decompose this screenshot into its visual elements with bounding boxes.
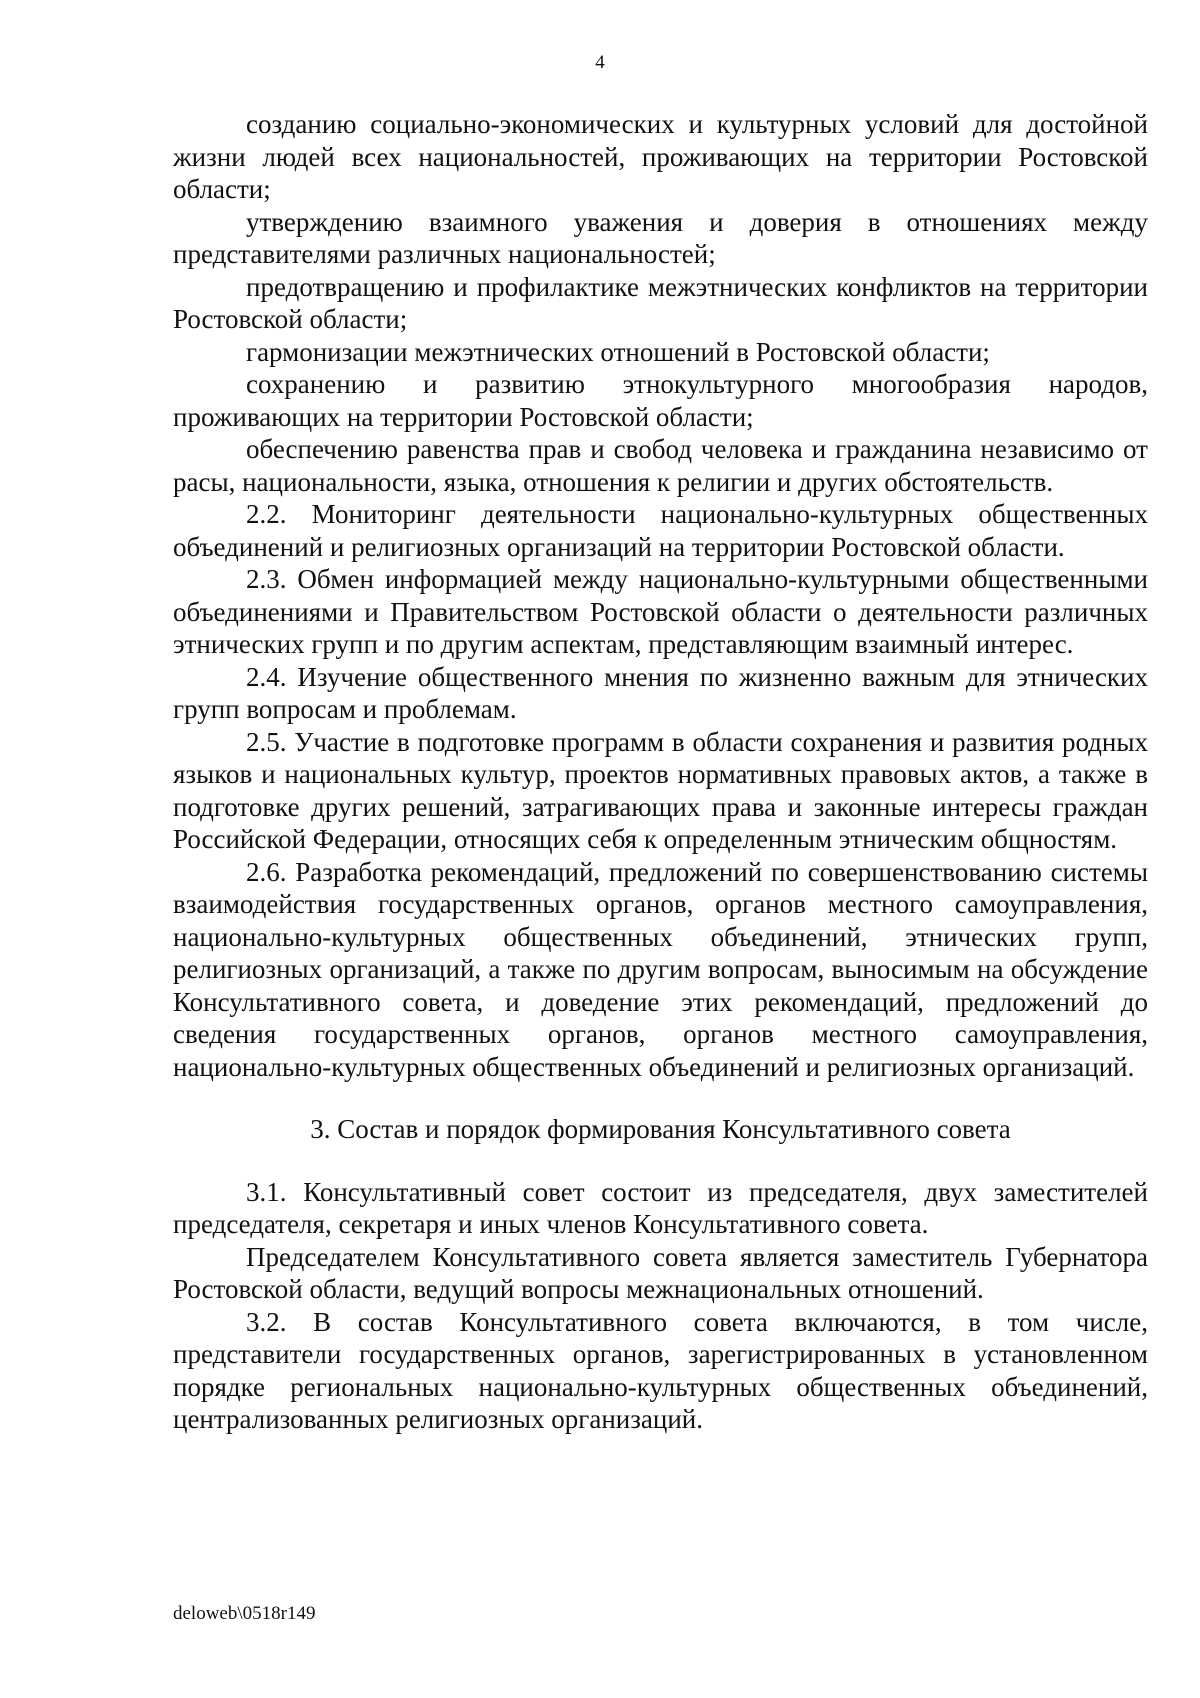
- paragraph: Председателем Консультативного совета является заместитель Губернатора Ростовской области, ведущий вопросы межнациональных отношений.: [173, 1241, 1148, 1304]
- paragraph: 2.2. Мониторинг деятельности национально-культурных общественных объединений и религиозных организаций на территории Ростовской области.: [173, 499, 1148, 562]
- paragraph: созданию социально-экономических и культурных условий для достойной жизни людей всех национальностей, проживающих на территории Ростовской области;: [173, 109, 1148, 204]
- paragraph: 3.2. В состав Консультативного совета включаются, в том числе, представители государственных органов, зарегистрированных в установленном порядке региональных национально-культурных общественных объединений, централизованных религиозных организаций.: [173, 1306, 1148, 1434]
- paragraph: 2.3. Обмен информацией между национально-культурными общественными объединениями и Правительством Ростовской области о деятельности различных этнических групп и по другим аспектам, представляющим взаимный интерес.: [173, 564, 1148, 659]
- paragraph: 2.4. Изучение общественного мнения по жизненно важным для этнических групп вопросам и проблемам.: [173, 661, 1148, 724]
- paragraph: гармонизации межэтнических отношений в Ростовской области;: [246, 336, 990, 367]
- paragraph: утверждению взаимного уважения и доверия в отношениях между представителями различных национальностей;: [173, 206, 1148, 269]
- paragraph: 2.6. Разработка рекомендаций, предложений по совершенствованию системы взаимодействия государственных органов, органов местного самоуправления, национально-культурных общественных объединений, этнических групп, религиозных организаций, а также по другим вопросам, выносимым на обсуждение Консультативного совета, и доведение этих рекомендаций, предложений до сведения государственных органов, органов местного самоуправления, национально-культурных общественных объединений и религиозных организаций.: [173, 856, 1148, 1082]
- page-number: 4: [595, 52, 605, 73]
- paragraph: предотвращению и профилактике межэтнических конфликтов на территории Ростовской области;: [173, 271, 1148, 334]
- footer-document-code: deloweb\0518r149: [173, 1603, 316, 1624]
- paragraph: 2.5. Участие в подготовке программ в области сохранения и развития родных языков и национальных культур, проектов нормативных правовых актов, а также в подготовке других решений, затрагивающих права и законные интересы граждан Российской Федерации, относящих себя к определенным этническим общностям.: [173, 726, 1148, 854]
- document-body: [173, 108, 1148, 1436]
- paragraph: сохранению и развитию этнокультурного многообразия народов, проживающих на территории Ростовской области;: [173, 369, 1148, 432]
- paragraph: 3.1. Консультативный совет состоит из председателя, двух заместителей председателя, секретаря и иных членов Консультативного совета.: [173, 1176, 1148, 1239]
- section-heading: 3. Состав и порядок формирования Консультативного совета: [310, 1114, 1011, 1144]
- paragraph: обеспечению равенства прав и свобод человека и гражданина независимо от расы, национальности, языка, отношения к религии и других обстоятельств.: [173, 434, 1148, 497]
